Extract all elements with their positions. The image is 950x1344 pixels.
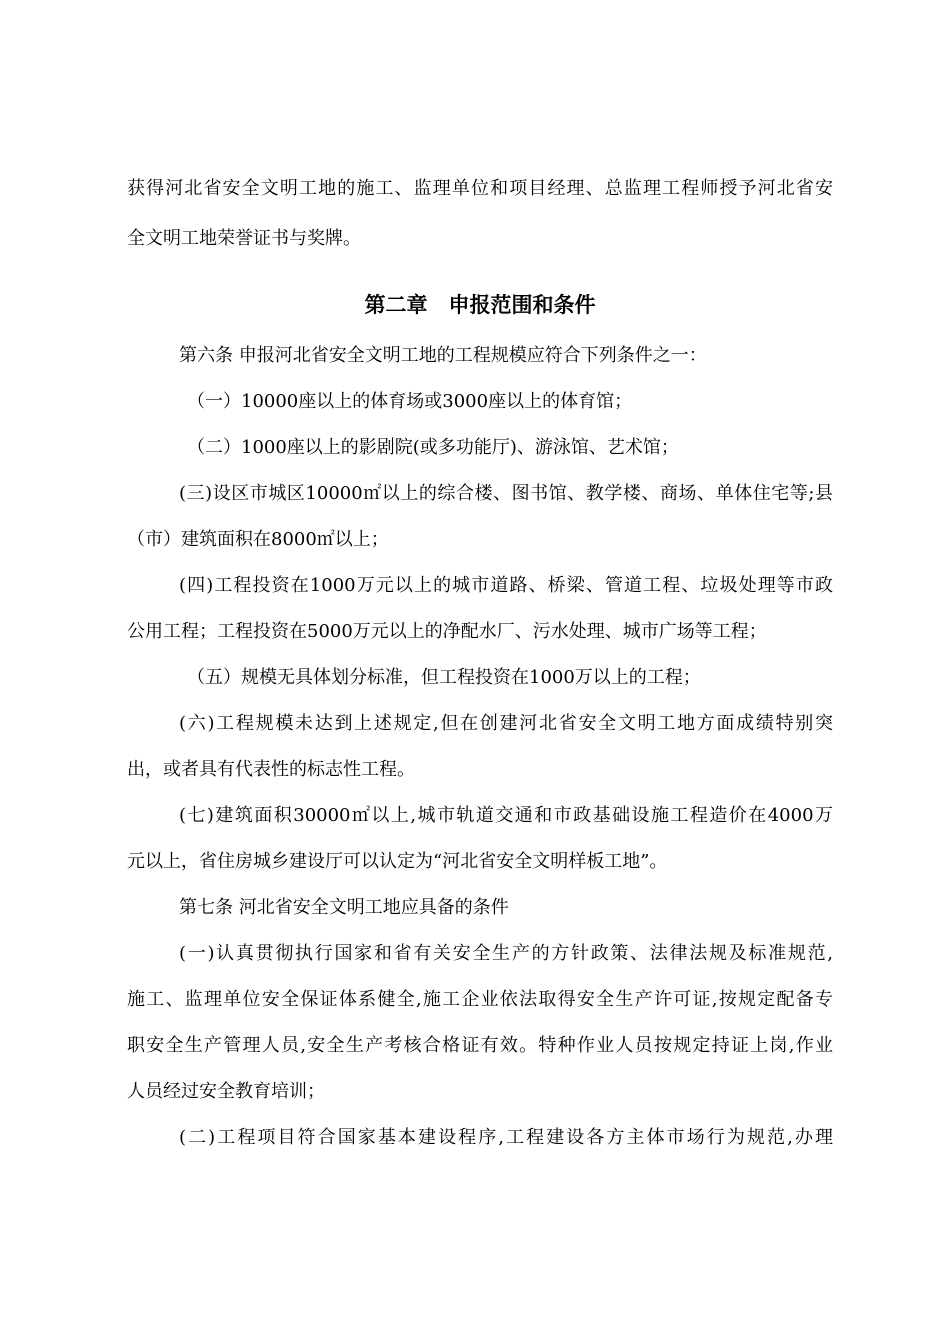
chapter-heading: 第二章 申报范围和条件 [364, 293, 596, 317]
article-7-item-2-line-1: (二)工程项目符合国家基本建设程序,工程建设各方主体市场行为规范,办理 [179, 1127, 833, 1148]
article-7-item-1-line-1: (一)认真贯彻执行国家和省有关安全生产的方针政策、法律法规及标准规范, [179, 943, 833, 964]
article-7-item-1-line-2: 施工、监理单位安全保证体系健全,施工企业依法取得安全生产许可证,按规定配备专 [127, 989, 833, 1010]
article-6-item-1: （一）10000座以上的体育场或3000座以上的体育馆； [187, 391, 633, 412]
article-7-item-1-line-3: 职安全生产管理人员,安全生产考核合格证有效。特种作业人员按规定持证上岗,作业 [127, 1035, 833, 1056]
article-6-item-7-line-2: 元以上，省住房城乡建设厅可以认定为“河北省安全文明样板工地”。 [127, 851, 668, 872]
article-6-item-6-line-1: (六)工程规模未达到上述规定,但在创建河北省安全文明工地方面成绩特别突 [179, 713, 833, 734]
article-6-item-7-line-1: (七)建筑面积30000㎡以上,城市轨道交通和市政基础设施工程造价在4000万 [179, 805, 833, 826]
article-6-item-2: （二）1000座以上的影剧院(或多功能厅)、游泳馆、艺术馆； [187, 437, 679, 458]
article-6-title: 第六条 申报河北省安全文明工地的工程规模应符合下列条件之一： [179, 345, 707, 366]
paragraph-line-award-1: 获得河北省安全文明工地的施工、监理单位和项目经理、总监理工程师授予河北省安 [127, 178, 833, 199]
article-7-item-1-line-4: 人员经过安全教育培训； [127, 1081, 325, 1102]
article-7-title: 第七条 河北省安全文明工地应具备的条件 [179, 897, 509, 918]
article-6-item-4-line-2: 公用工程；工程投资在5000万元以上的净配水厂、污水处理、城市广场等工程； [127, 621, 767, 642]
article-6-item-3-line-2: （市）建筑面积在8000㎡以上； [127, 529, 389, 550]
article-6-item-5: （五）规模无具体划分标准，但工程投资在1000万以上的工程； [187, 667, 701, 688]
article-6-item-4-line-1: (四)工程投资在1000万元以上的城市道路、桥梁、管道工程、垃圾处理等市政 [179, 575, 833, 596]
article-6-item-3-line-1: (三)设区市城区10000㎡以上的综合楼、图书馆、教学楼、商场、单体住宅等;县 [179, 483, 833, 504]
document-page [127, 0, 833, 1344]
article-6-item-6-line-2: 出，或者具有代表性的标志性工程。 [127, 759, 415, 780]
paragraph-line-award-2: 全文明工地荣誉证书与奖牌。 [127, 228, 361, 249]
